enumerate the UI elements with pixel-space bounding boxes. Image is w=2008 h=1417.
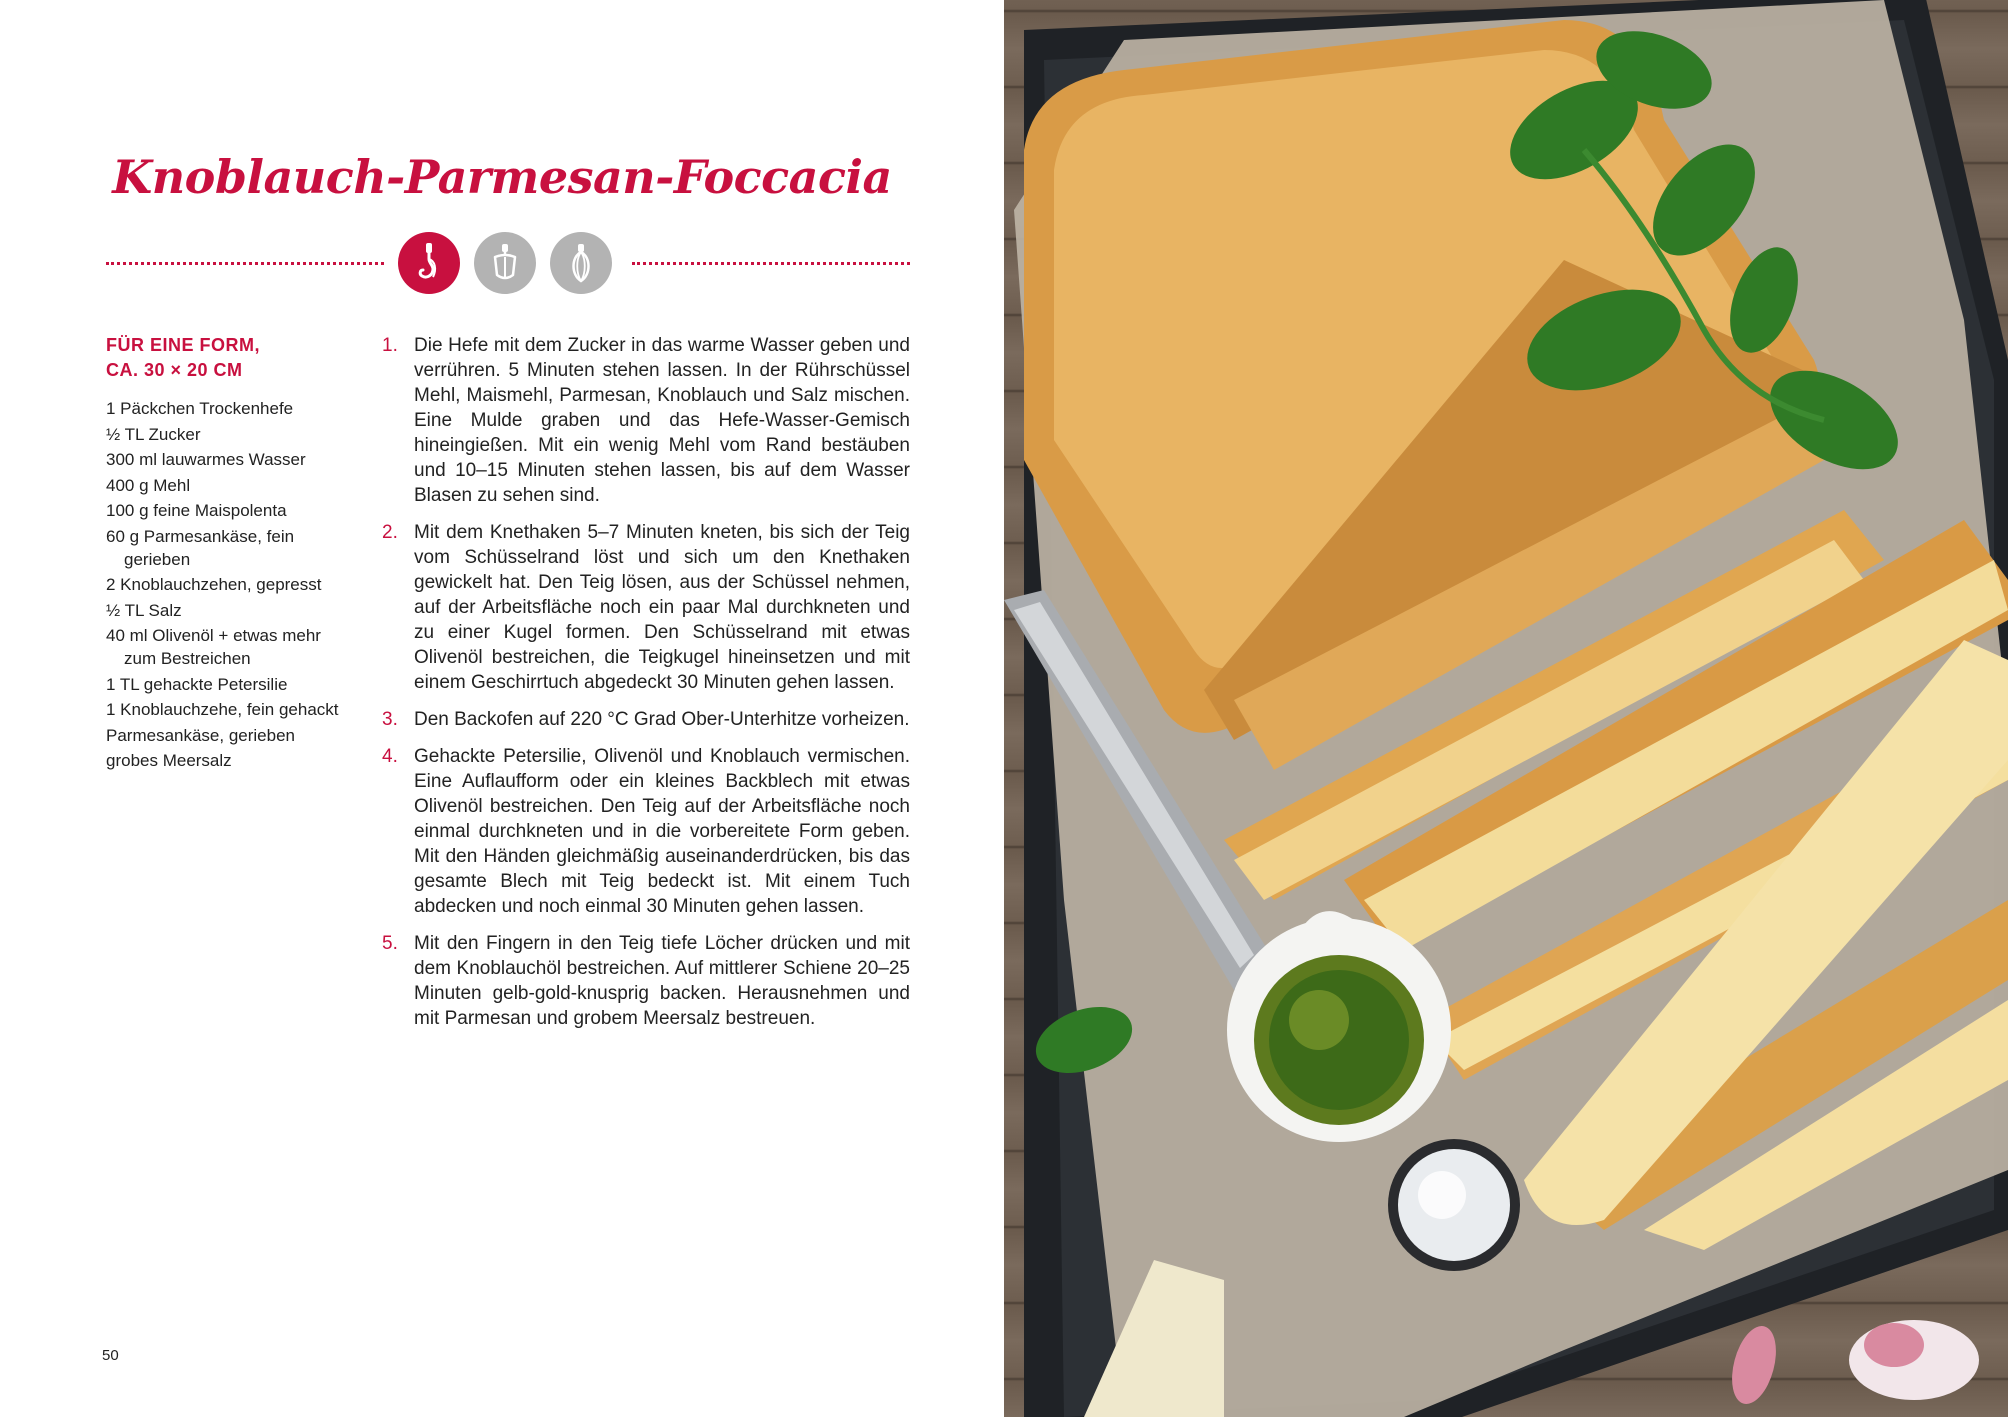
ingredient-item: 1 Päckchen Trockenhefe	[106, 399, 294, 418]
ingredient-item: ½ TL Salz	[106, 600, 182, 620]
difficulty-icons	[398, 232, 612, 294]
step-item	[382, 520, 910, 695]
step-number: 4.	[382, 746, 398, 767]
ingredient-item: 300 ml lauwarmes Wasser	[106, 450, 306, 469]
ingredient-item: 400 g Mehl	[106, 475, 191, 495]
hand-mixer-icon	[474, 232, 536, 294]
divider-left	[106, 262, 384, 265]
ingredients-heading-line1: FÜR EINE FORM,	[106, 335, 260, 355]
divider-right	[632, 262, 910, 265]
step-item	[382, 931, 910, 1031]
step-number: 5.	[382, 933, 398, 954]
step-number: 2.	[382, 522, 398, 543]
step-item	[382, 744, 910, 919]
recipe-title: Knoblauch-Parmesan-Foccacia	[112, 150, 892, 204]
ingredient-item: 60 g Parmesankäse, fein gerieben	[106, 526, 295, 569]
step-number: 1.	[382, 335, 398, 356]
ingredient-item: Parmesankäse, gerieben	[106, 725, 296, 745]
step-text: Mit den Fingern in den Teig tiefe Löcher drücken und mit dem Knoblauchöl bestreichen. Auf mittlerer Schiene 20–25 Minuten gelb-gold-knusprig backen. Herausnehmen und mit Parmesan und grobem Meersalz bestreuen.	[414, 933, 910, 1029]
ingredient-item: 1 Knoblauchzehe, fein gehackt	[106, 700, 339, 719]
step-text: Die Hefe mit dem Zucker in das warme Wasser geben und verrühren. 5 Minuten stehen lassen. In der Rührschüssel Mehl, Maismehl, Parmesan, Knoblauch und Salz mischen. Eine Mulde graben und das Hefe-Wasser-Gemisch hineingießen. Mit ein wenig Mehl vom Rand bestäuben und 10–15 Minuten stehen lassen, bis auf dem Wasser Blasen zu sehen sind.	[414, 335, 910, 506]
dough-hook-icon	[398, 232, 460, 294]
whisk-icon	[550, 232, 612, 294]
ingredients-section	[106, 333, 346, 775]
instructions-list	[382, 333, 910, 1031]
ingredient-item: 1 TL gehackte Petersilie	[106, 674, 288, 694]
salt-bowl	[1388, 1139, 1520, 1271]
instructions-section	[382, 333, 910, 1043]
ingredient-item: ½ TL Zucker	[106, 424, 201, 444]
page-number: 50	[102, 1347, 119, 1364]
garlic	[1724, 1320, 1979, 1409]
step-text: Mit dem Knethaken 5–7 Minuten kneten, bis sich der Teig vom Schüsselrand löst und sich um den Knethaken gewickelt hat. Den Teig lösen, aus der Schüssel nehmen, auf der Arbeitsfläche noch ein paar Mal durchkneten und zu einer Kugel formen. Den Schüsselrand mit etwas Olivenöl bestreichen, die Teigkugel hineinsetzen und mit einem Geschirrtuch abgedeckt 30 Minuten gehen lassen.	[414, 522, 910, 693]
step-item	[382, 333, 910, 508]
ingredients-list	[106, 397, 346, 772]
focaccia-photo	[1004, 0, 2008, 1417]
ingredient-item: 100 g feine Maispolenta	[106, 501, 287, 520]
step-text: Den Backofen auf 220 °C Grad Ober-Unterhitze vorheizen.	[414, 709, 910, 730]
photo-illustration	[1004, 0, 2008, 1417]
ingredient-item: 2 Knoblauchzehen, gepresst	[106, 575, 322, 594]
step-item	[382, 707, 910, 732]
ingredient-item: grobes Meersalz	[106, 751, 232, 770]
ingredients-heading	[106, 333, 346, 383]
step-number: 3.	[382, 709, 398, 730]
ingredients-heading-line2: CA. 30 × 20 CM	[106, 360, 243, 380]
step-text: Gehackte Petersilie, Olivenöl und Knoblauch vermischen. Eine Auflaufform oder ein kleines Backblech mit etwas Olivenöl bestreichen. Den Teig auf der Arbeitsfläche noch einmal durchkneten und in die vorbereitete Form geben. Mit den Händen gleichmäßig auseinanderdrücken, bis das gesamte Blech mit Teig bedeckt ist. Mit einem Tuch abdecken und noch einmal 30 Minuten gehen lassen.	[414, 746, 910, 917]
ingredient-item: 40 ml Olivenöl + etwas mehr zum Bestreichen	[106, 626, 321, 668]
